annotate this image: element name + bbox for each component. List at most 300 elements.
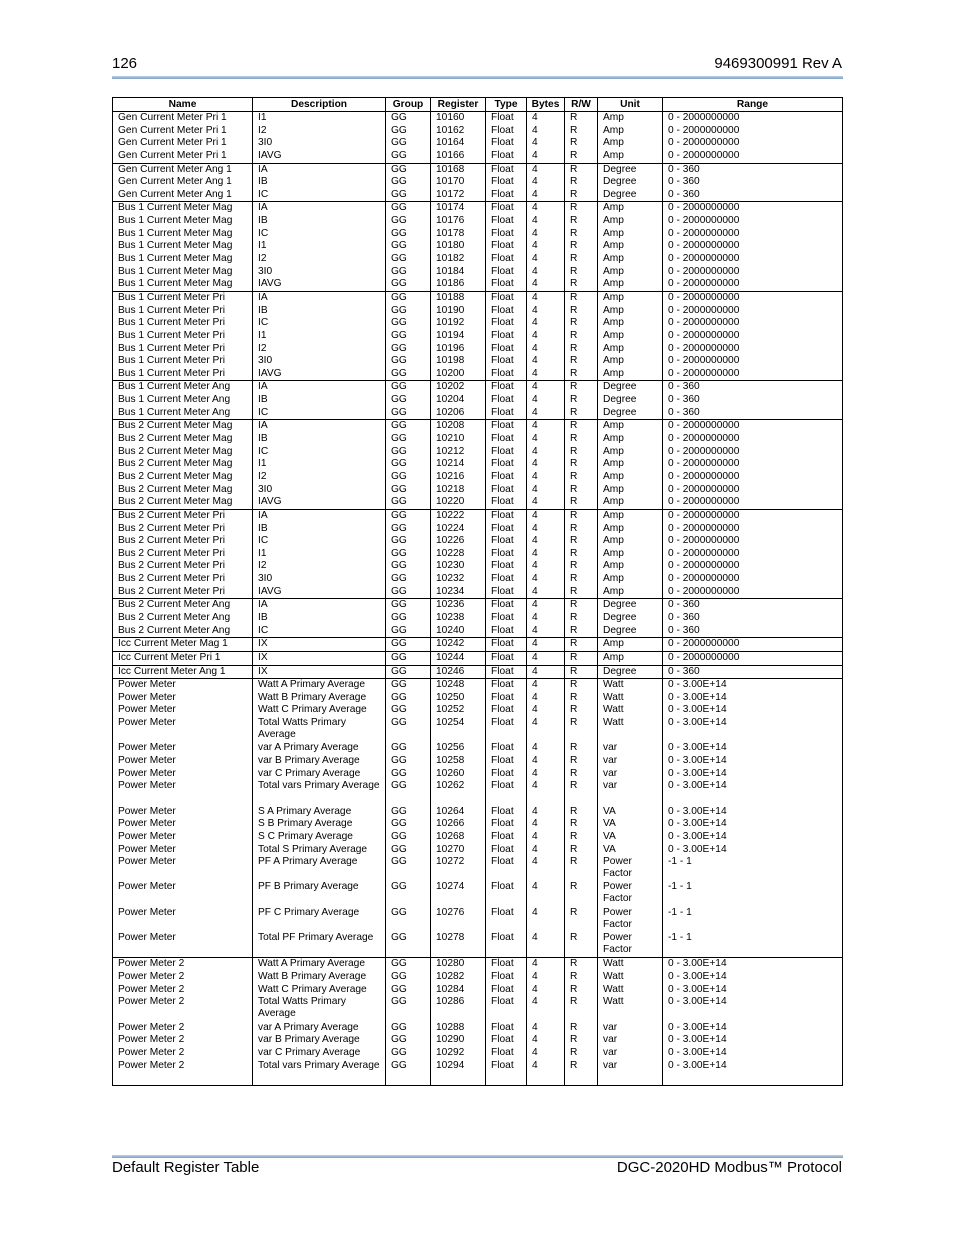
table-cell: 4: [527, 523, 565, 536]
table-cell: GG: [386, 1060, 431, 1086]
table-cell: 10256: [431, 742, 486, 755]
table-cell: Power Meter 2: [113, 958, 253, 971]
table-cell: GG: [386, 291, 431, 304]
table-row: [113, 704, 843, 717]
table-cell: Float: [486, 278, 527, 291]
table-cell: Float: [486, 150, 527, 163]
table-cell: 0 - 3.00E+14: [663, 755, 843, 768]
table-cell: 4: [527, 1060, 565, 1086]
table-cell: Amp: [598, 471, 663, 484]
table-cell: 10212: [431, 446, 486, 459]
table-row: [113, 407, 843, 420]
table-cell: IA: [253, 291, 386, 304]
table-cell: Float: [486, 881, 527, 906]
table-cell: 0 - 3.00E+14: [663, 679, 843, 692]
table-cell: Gen Current Meter Pri 1: [113, 150, 253, 163]
table-cell: IB: [253, 433, 386, 446]
table-cell: 0 - 2000000000: [663, 266, 843, 279]
table-cell: R: [565, 907, 598, 932]
table-cell: Bus 1 Current Meter Pri: [113, 305, 253, 318]
column-header: Bytes: [527, 98, 565, 112]
table-cell: 4: [527, 984, 565, 997]
table-cell: Amp: [598, 484, 663, 497]
table-cell: Float: [486, 176, 527, 189]
table-cell: 10292: [431, 1047, 486, 1060]
table-cell: Float: [486, 343, 527, 356]
table-cell: Float: [486, 1034, 527, 1047]
table-cell: Power Meter 2: [113, 1022, 253, 1035]
table-cell: PF A Primary Average: [253, 856, 386, 881]
table-cell: R: [565, 844, 598, 857]
table-cell: 0 - 3.00E+14: [663, 844, 843, 857]
table-cell: Amp: [598, 638, 663, 652]
table-cell: R: [565, 692, 598, 705]
table-row: [113, 253, 843, 266]
table-cell: 10178: [431, 228, 486, 241]
table-cell: 10244: [431, 651, 486, 665]
table-cell: R: [565, 509, 598, 522]
table-cell: Power Meter 2: [113, 1060, 253, 1086]
table-cell: Amp: [598, 228, 663, 241]
table-cell: 4: [527, 381, 565, 394]
table-cell: R: [565, 768, 598, 781]
table-cell: Float: [486, 291, 527, 304]
table-cell: 10194: [431, 330, 486, 343]
table-cell: 0 - 2000000000: [663, 573, 843, 586]
table-cell: Float: [486, 831, 527, 844]
table-cell: R: [565, 125, 598, 138]
table-cell: GG: [386, 638, 431, 652]
table-cell: R: [565, 215, 598, 228]
table-row: [113, 679, 843, 692]
table-cell: R: [565, 317, 598, 330]
table-cell: 0 - 360: [663, 163, 843, 176]
table-cell: GG: [386, 1047, 431, 1060]
table-cell: Amp: [598, 433, 663, 446]
table-cell: 10260: [431, 768, 486, 781]
table-cell: I1: [253, 548, 386, 561]
table-row: [113, 278, 843, 291]
table-cell: IA: [253, 381, 386, 394]
table-cell: 10168: [431, 163, 486, 176]
table-cell: 4: [527, 305, 565, 318]
table-cell: 0 - 2000000000: [663, 368, 843, 381]
table-cell: 0 - 2000000000: [663, 651, 843, 665]
table-cell: Float: [486, 1047, 527, 1060]
table-cell: 0 - 3.00E+14: [663, 1060, 843, 1086]
table-row: [113, 420, 843, 433]
table-cell: 4: [527, 266, 565, 279]
table-row: [113, 856, 843, 881]
table-cell: VA: [598, 844, 663, 857]
table-cell: R: [565, 612, 598, 625]
table-cell: Degree: [598, 189, 663, 202]
table-cell: 4: [527, 343, 565, 356]
table-cell: 10238: [431, 612, 486, 625]
table-cell: var: [598, 780, 663, 805]
table-cell: 4: [527, 573, 565, 586]
table-cell: IAVG: [253, 368, 386, 381]
table-cell: 4: [527, 163, 565, 176]
table-cell: GG: [386, 394, 431, 407]
table-cell: GG: [386, 704, 431, 717]
table-row: [113, 228, 843, 241]
table-cell: R: [565, 189, 598, 202]
table-cell: IX: [253, 638, 386, 652]
table-cell: 10188: [431, 291, 486, 304]
table-cell: R: [565, 458, 598, 471]
table-cell: S A Primary Average: [253, 806, 386, 819]
table-cell: GG: [386, 305, 431, 318]
table-cell: Watt: [598, 958, 663, 971]
table-cell: Gen Current Meter Ang 1: [113, 176, 253, 189]
table-cell: IAVG: [253, 586, 386, 599]
table-cell: GG: [386, 112, 431, 125]
table-cell: R: [565, 548, 598, 561]
table-cell: Bus 2 Current Meter Pri: [113, 523, 253, 536]
table-cell: 0 - 2000000000: [663, 523, 843, 536]
table-cell: 4: [527, 240, 565, 253]
table-cell: 10222: [431, 509, 486, 522]
table-cell: Power Meter: [113, 717, 253, 742]
table-row: [113, 768, 843, 781]
table-cell: Amp: [598, 343, 663, 356]
table-cell: 4: [527, 215, 565, 228]
table-row: [113, 368, 843, 381]
table-cell: R: [565, 831, 598, 844]
table-cell: 0 - 2000000000: [663, 458, 843, 471]
table-cell: Watt C Primary Average: [253, 984, 386, 997]
table-cell: 10272: [431, 856, 486, 881]
table-cell: 10262: [431, 780, 486, 805]
section-title: Default Register Table: [112, 1159, 260, 1176]
table-cell: R: [565, 625, 598, 638]
table-cell: Amp: [598, 317, 663, 330]
table-cell: var B Primary Average: [253, 1034, 386, 1047]
table-row: [113, 958, 843, 971]
table-cell: Float: [486, 958, 527, 971]
table-cell: Float: [486, 651, 527, 665]
table-cell: R: [565, 137, 598, 150]
table-cell: R: [565, 665, 598, 679]
table-cell: Amp: [598, 509, 663, 522]
table-cell: Power Factor: [598, 907, 663, 932]
table-cell: Float: [486, 586, 527, 599]
table-cell: 4: [527, 420, 565, 433]
table-cell: R: [565, 1022, 598, 1035]
table-cell: GG: [386, 163, 431, 176]
table-cell: 4: [527, 768, 565, 781]
table-cell: R: [565, 496, 598, 509]
table-cell: 10174: [431, 202, 486, 215]
table-cell: Bus 1 Current Meter Mag: [113, 240, 253, 253]
table-cell: Bus 1 Current Meter Ang: [113, 407, 253, 420]
table-cell: 10258: [431, 755, 486, 768]
table-row: [113, 458, 843, 471]
table-cell: 10162: [431, 125, 486, 138]
table-cell: 10206: [431, 407, 486, 420]
column-header: Group: [386, 98, 431, 112]
table-cell: Float: [486, 625, 527, 638]
table-cell: IB: [253, 523, 386, 536]
table-cell: 3I0: [253, 484, 386, 497]
table-cell: R: [565, 717, 598, 742]
table-cell: Float: [486, 1060, 527, 1086]
table-cell: Float: [486, 932, 527, 958]
table-cell: 10288: [431, 1022, 486, 1035]
table-cell: 4: [527, 189, 565, 202]
table-cell: Power Meter: [113, 679, 253, 692]
table-cell: IAVG: [253, 278, 386, 291]
table-cell: GG: [386, 844, 431, 857]
table-cell: 0 - 3.00E+14: [663, 704, 843, 717]
table-cell: Float: [486, 253, 527, 266]
table-cell: Float: [486, 907, 527, 932]
table-cell: R: [565, 704, 598, 717]
table-cell: 10198: [431, 355, 486, 368]
table-cell: R: [565, 1047, 598, 1060]
table-cell: 10196: [431, 343, 486, 356]
table-cell: 4: [527, 818, 565, 831]
table-cell: 0 - 360: [663, 612, 843, 625]
table-cell: R: [565, 253, 598, 266]
table-cell: Total S Primary Average: [253, 844, 386, 857]
table-cell: 4: [527, 651, 565, 665]
table-cell: R: [565, 202, 598, 215]
table-cell: 4: [527, 1022, 565, 1035]
table-cell: 4: [527, 742, 565, 755]
table-cell: 10202: [431, 381, 486, 394]
table-cell: IAVG: [253, 496, 386, 509]
table-cell: Float: [486, 189, 527, 202]
table-cell: 0 - 3.00E+14: [663, 806, 843, 819]
table-cell: 4: [527, 330, 565, 343]
table-cell: Gen Current Meter Ang 1: [113, 163, 253, 176]
table-cell: Watt C Primary Average: [253, 704, 386, 717]
table-cell: 0 - 2000000000: [663, 638, 843, 652]
table-cell: 10276: [431, 907, 486, 932]
table-row: [113, 176, 843, 189]
table-cell: 10210: [431, 433, 486, 446]
table-cell: Amp: [598, 548, 663, 561]
table-cell: Amp: [598, 651, 663, 665]
table-cell: Bus 1 Current Meter Ang: [113, 381, 253, 394]
table-cell: var: [598, 1022, 663, 1035]
table-cell: I1: [253, 112, 386, 125]
table-cell: Float: [486, 599, 527, 612]
table-cell: PF B Primary Average: [253, 881, 386, 906]
table-cell: Total Watts Primary Average: [253, 996, 386, 1021]
table-row: [113, 305, 843, 318]
table-cell: IA: [253, 509, 386, 522]
table-cell: 10220: [431, 496, 486, 509]
table-cell: var: [598, 742, 663, 755]
table-cell: 0 - 360: [663, 394, 843, 407]
table-cell: GG: [386, 932, 431, 958]
table-cell: Float: [486, 125, 527, 138]
table-cell: R: [565, 266, 598, 279]
table-cell: GG: [386, 768, 431, 781]
table-row: [113, 755, 843, 768]
table-cell: Power Factor: [598, 856, 663, 881]
table-cell: I1: [253, 330, 386, 343]
table-cell: 10280: [431, 958, 486, 971]
table-row: [113, 1034, 843, 1047]
table-cell: 0 - 2000000000: [663, 228, 843, 241]
table-cell: Power Meter: [113, 692, 253, 705]
table-cell: Degree: [598, 612, 663, 625]
table-cell: 0 - 2000000000: [663, 253, 843, 266]
table-cell: Bus 1 Current Meter Pri: [113, 343, 253, 356]
table-cell: 10204: [431, 394, 486, 407]
table-cell: Float: [486, 612, 527, 625]
table-cell: var: [598, 755, 663, 768]
table-cell: 0 - 2000000000: [663, 150, 843, 163]
table-cell: Power Meter: [113, 755, 253, 768]
table-cell: 4: [527, 692, 565, 705]
table-cell: 0 - 2000000000: [663, 560, 843, 573]
table-row: [113, 971, 843, 984]
table-row: [113, 471, 843, 484]
table-cell: IC: [253, 446, 386, 459]
table-cell: Degree: [598, 394, 663, 407]
table-cell: Power Meter: [113, 881, 253, 906]
table-cell: -1 - 1: [663, 932, 843, 958]
table-cell: 4: [527, 844, 565, 857]
table-cell: 0 - 2000000000: [663, 278, 843, 291]
table-cell: Bus 1 Current Meter Mag: [113, 228, 253, 241]
table-cell: Power Meter: [113, 768, 253, 781]
page-footer: [112, 1159, 842, 1179]
table-cell: Power Meter: [113, 932, 253, 958]
table-cell: IB: [253, 394, 386, 407]
table-cell: 0 - 2000000000: [663, 355, 843, 368]
table-row: [113, 355, 843, 368]
table-cell: 0 - 3.00E+14: [663, 780, 843, 805]
table-cell: 0 - 3.00E+14: [663, 1034, 843, 1047]
table-cell: IX: [253, 651, 386, 665]
table-cell: 4: [527, 881, 565, 906]
table-cell: Bus 2 Current Meter Mag: [113, 446, 253, 459]
table-cell: Bus 1 Current Meter Mag: [113, 215, 253, 228]
table-cell: 10216: [431, 471, 486, 484]
table-row: [113, 112, 843, 125]
table-cell: 4: [527, 932, 565, 958]
table-cell: 3I0: [253, 266, 386, 279]
table-cell: Amp: [598, 253, 663, 266]
table-row: [113, 484, 843, 497]
table-row: [113, 560, 843, 573]
table-cell: Float: [486, 112, 527, 125]
table-cell: 4: [527, 458, 565, 471]
table-cell: Gen Current Meter Pri 1: [113, 125, 253, 138]
table-cell: R: [565, 856, 598, 881]
table-header-row: [113, 98, 843, 112]
table-cell: 10186: [431, 278, 486, 291]
table-cell: 10218: [431, 484, 486, 497]
table-row: [113, 535, 843, 548]
table-cell: GG: [386, 446, 431, 459]
table-cell: Gen Current Meter Pri 1: [113, 137, 253, 150]
table-cell: R: [565, 535, 598, 548]
table-cell: R: [565, 278, 598, 291]
table-cell: R: [565, 958, 598, 971]
table-cell: GG: [386, 202, 431, 215]
table-cell: Degree: [598, 176, 663, 189]
table-cell: Float: [486, 806, 527, 819]
table-cell: 0 - 2000000000: [663, 137, 843, 150]
table-cell: Degree: [598, 381, 663, 394]
table-row: [113, 651, 843, 665]
table-cell: Float: [486, 433, 527, 446]
table-cell: 4: [527, 704, 565, 717]
table-cell: 4: [527, 407, 565, 420]
table-cell: GG: [386, 560, 431, 573]
table-cell: GG: [386, 215, 431, 228]
table-cell: 4: [527, 679, 565, 692]
table-cell: 4: [527, 150, 565, 163]
table-cell: 10190: [431, 305, 486, 318]
table-cell: 4: [527, 625, 565, 638]
table-cell: 0 - 2000000000: [663, 125, 843, 138]
table-cell: Gen Current Meter Ang 1: [113, 189, 253, 202]
table-cell: 4: [527, 586, 565, 599]
table-cell: GG: [386, 881, 431, 906]
table-row: [113, 907, 843, 932]
table-cell: 0 - 2000000000: [663, 586, 843, 599]
table-cell: Float: [486, 742, 527, 755]
column-header: Type: [486, 98, 527, 112]
table-cell: Power Meter: [113, 831, 253, 844]
table-cell: Power Meter: [113, 780, 253, 805]
table-row: [113, 381, 843, 394]
table-cell: R: [565, 355, 598, 368]
table-cell: R: [565, 523, 598, 536]
table-cell: R: [565, 446, 598, 459]
table-cell: Bus 2 Current Meter Ang: [113, 599, 253, 612]
table-cell: Power Meter 2: [113, 1034, 253, 1047]
table-cell: Float: [486, 679, 527, 692]
table-row: [113, 831, 843, 844]
table-cell: R: [565, 1034, 598, 1047]
table-cell: 10284: [431, 984, 486, 997]
table-cell: Watt B Primary Average: [253, 971, 386, 984]
table-cell: Amp: [598, 355, 663, 368]
table-cell: 4: [527, 665, 565, 679]
table-row: [113, 343, 843, 356]
table-row: [113, 818, 843, 831]
table-row: [113, 433, 843, 446]
table-row: [113, 266, 843, 279]
table-cell: Watt B Primary Average: [253, 692, 386, 705]
table-cell: Degree: [598, 625, 663, 638]
page-header: [112, 55, 842, 75]
table-cell: 4: [527, 355, 565, 368]
table-cell: Amp: [598, 266, 663, 279]
table-cell: -1 - 1: [663, 881, 843, 906]
table-cell: GG: [386, 665, 431, 679]
table-cell: GG: [386, 856, 431, 881]
table-cell: Bus 2 Current Meter Mag: [113, 433, 253, 446]
table-row: [113, 446, 843, 459]
table-row: [113, 189, 843, 202]
table-cell: Float: [486, 215, 527, 228]
column-header: Unit: [598, 98, 663, 112]
table-cell: Power Meter: [113, 806, 253, 819]
table-cell: 4: [527, 1047, 565, 1060]
table-cell: 4: [527, 1034, 565, 1047]
table-cell: 0 - 3.00E+14: [663, 742, 843, 755]
